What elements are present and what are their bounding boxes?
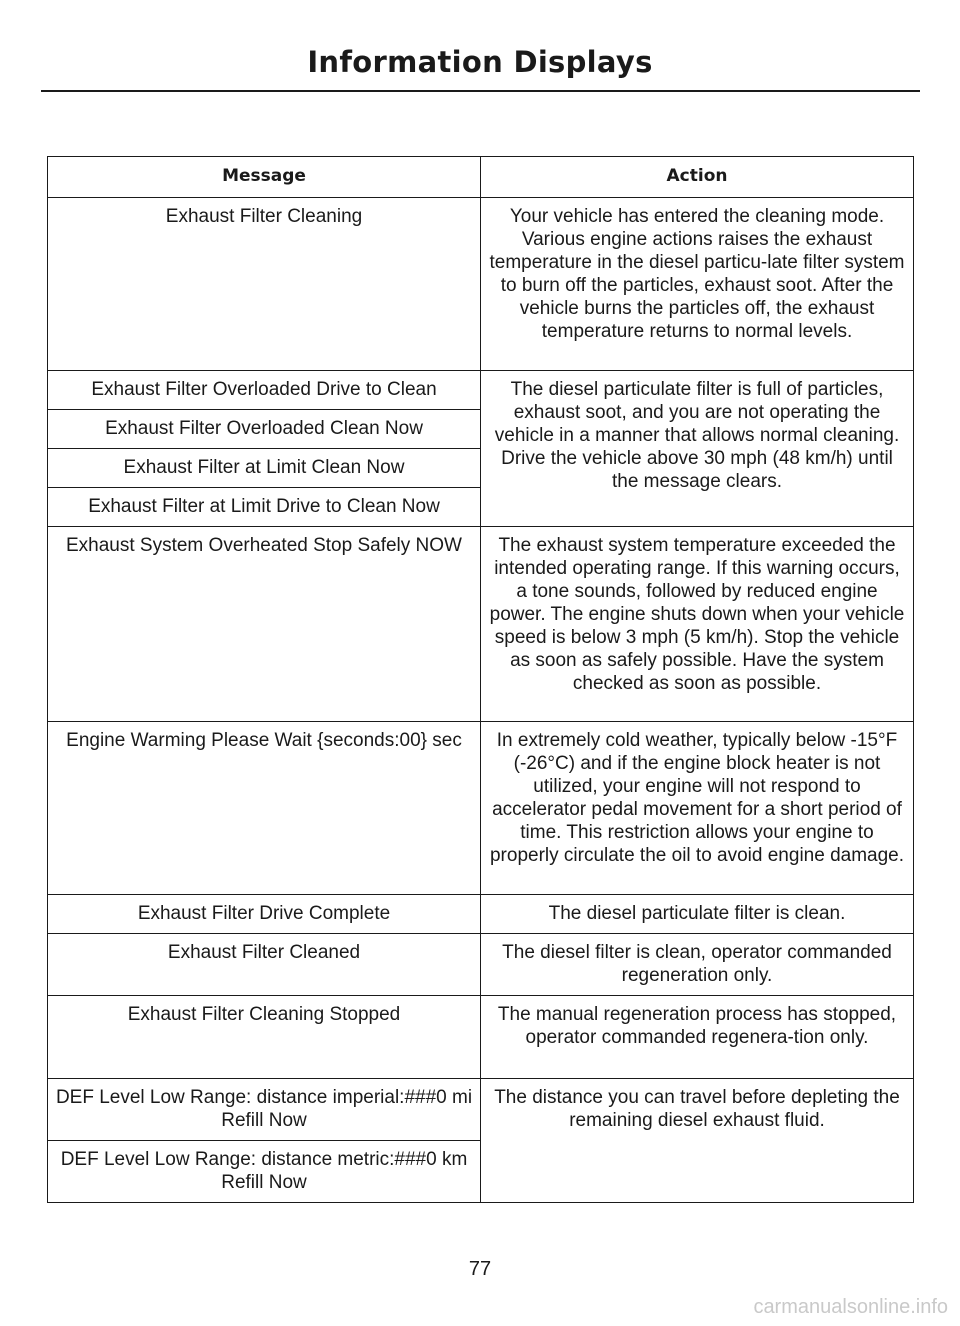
table-row [48, 895, 914, 934]
table-row [48, 1079, 914, 1141]
message-cell: Engine Warming Please Wait {seconds:00} sec [48, 722, 481, 895]
table-header-row [48, 157, 914, 198]
message-cell: Exhaust Filter at Limit Drive to Clean Now [48, 488, 481, 527]
action-cell: The diesel filter is clean, operator commanded regeneration only. [481, 934, 914, 996]
action-cell: Your vehicle has entered the cleaning mode. Various engine actions raises the exhaust temperature in the diesel particu-late filter system to burn off the particles, exhaust soot. After the vehicle burns the particles off, the exhaust temperature returns to normal levels. [481, 198, 914, 371]
action-cell: The exhaust system temperature exceeded the intended operating range. If this warning occurs, a tone sounds, followed by reduced engine power. The engine shuts down when your vehicle speed is below 3 mph (5 km/h). Stop the vehicle as soon as safely possible. Have the system checked as soon as possible. [481, 527, 914, 722]
message-cell: DEF Level Low Range: distance metric:###0 km Refill Now [48, 1141, 481, 1203]
message-cell: Exhaust Filter Cleaned [48, 934, 481, 996]
table-row [48, 527, 914, 722]
table-row [48, 996, 914, 1079]
action-cell: The manual regeneration process has stopped, operator commanded regenera-tion only. [481, 996, 914, 1079]
page-number: 77 [468, 1258, 492, 1280]
table-row [48, 722, 914, 895]
message-table [47, 156, 914, 1203]
message-cell: Exhaust System Overheated Stop Safely NOW [48, 527, 481, 722]
page-title: Information Displays [307, 45, 653, 79]
message-cell: Exhaust Filter Cleaning Stopped [48, 996, 481, 1079]
message-cell: Exhaust Filter Drive Complete [48, 895, 481, 934]
column-header-message: Message [48, 157, 481, 198]
action-cell: The distance you can travel before depleting the remaining diesel exhaust fluid. [481, 1079, 914, 1203]
column-header-action: Action [481, 157, 914, 198]
action-cell: The diesel particulate filter is full of particles, exhaust soot, and you are not operating the vehicle in a manner that allows normal cleaning. Drive the vehicle above 30 mph (48 km/h) until the message clears. [481, 371, 914, 527]
table-row [48, 198, 914, 371]
message-cell: DEF Level Low Range: distance imperial:###0 mi Refill Now [48, 1079, 481, 1141]
action-cell: The diesel particulate filter is clean. [481, 895, 914, 934]
message-cell: Exhaust Filter Overloaded Clean Now [48, 410, 481, 449]
table-row [48, 934, 914, 996]
title-divider [41, 90, 920, 92]
message-cell: Exhaust Filter Cleaning [48, 198, 481, 371]
table-row [48, 371, 914, 410]
message-cell: Exhaust Filter at Limit Clean Now [48, 449, 481, 488]
action-cell: In extremely cold weather, typically below -15°F (-26°C) and if the engine block heater is not utilized, your engine will not respond to accelerator pedal movement for a short period of time. This restriction allows your engine to properly circulate the oil to avoid engine damage. [481, 722, 914, 895]
message-cell: Exhaust Filter Overloaded Drive to Clean [48, 371, 481, 410]
watermark: carmanualsonline.info [753, 1296, 948, 1318]
